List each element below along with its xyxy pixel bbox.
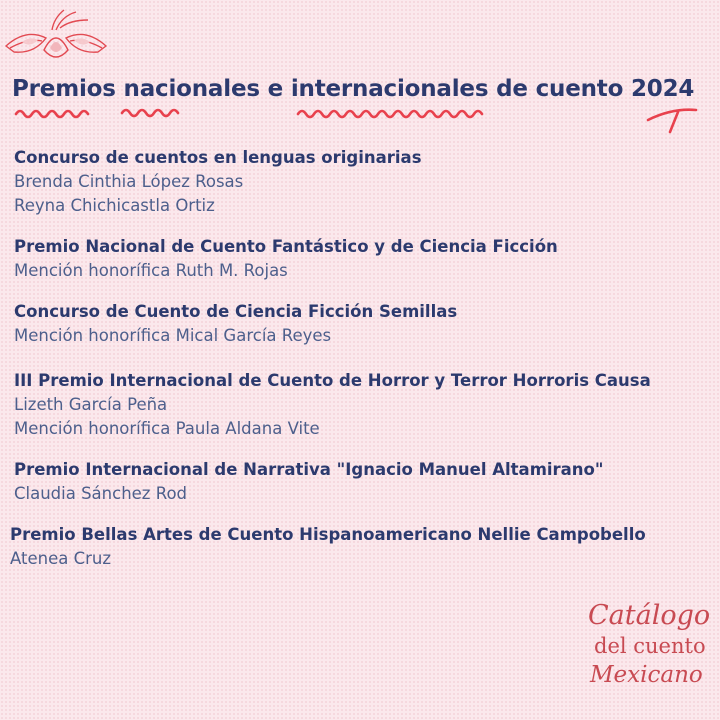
award-entry: [14, 235, 704, 283]
award-entry: [10, 523, 700, 571]
award-entry: [14, 146, 704, 218]
award-recipient: Mención honorífica Mical García Reyes: [14, 326, 332, 345]
award-recipient: Reyna Chichicastla Ortiz: [14, 196, 215, 215]
award-recipient: Atenea Cruz: [10, 549, 112, 568]
award-recipient: Brenda Cinthia López Rosas: [14, 172, 244, 191]
award-entry: [14, 369, 704, 441]
award-entry: [14, 458, 704, 506]
award-entry: [14, 300, 704, 348]
underline-decoration: [0, 96, 720, 136]
logo-line-2: del cuento: [594, 634, 706, 658]
award-name: Premio Internacional de Narrativa "Ignacio Manuel Altamirano": [14, 460, 604, 479]
award-recipient: Claudia Sánchez Rod: [14, 484, 188, 503]
page-title: Premios nacionales e internacionales de cuento 2024: [12, 76, 695, 102]
award-recipient: Mención honorífica Paula Aldana Vite: [14, 419, 320, 438]
catalog-logo: [588, 600, 712, 690]
logo-line-3: Mexicano: [590, 662, 703, 688]
logo-line-1: Catálogo: [588, 600, 711, 631]
floral-ornament-icon: [4, 8, 108, 68]
award-name: Premio Nacional de Cuento Fantástico y de Ciencia Ficción: [14, 237, 558, 256]
award-name: Concurso de cuentos en lenguas originarias: [14, 148, 422, 167]
award-name: III Premio Internacional de Cuento de Horror y Terror Horroris Causa: [14, 371, 651, 390]
award-name: Premio Bellas Artes de Cuento Hispanoamericano Nellie Campobello: [10, 525, 646, 544]
award-name: Concurso de Cuento de Ciencia Ficción Semillas: [14, 302, 458, 321]
award-recipient: Mención honorífica Ruth M. Rojas: [14, 261, 288, 280]
award-recipient: Lizeth García Peña: [14, 395, 168, 414]
